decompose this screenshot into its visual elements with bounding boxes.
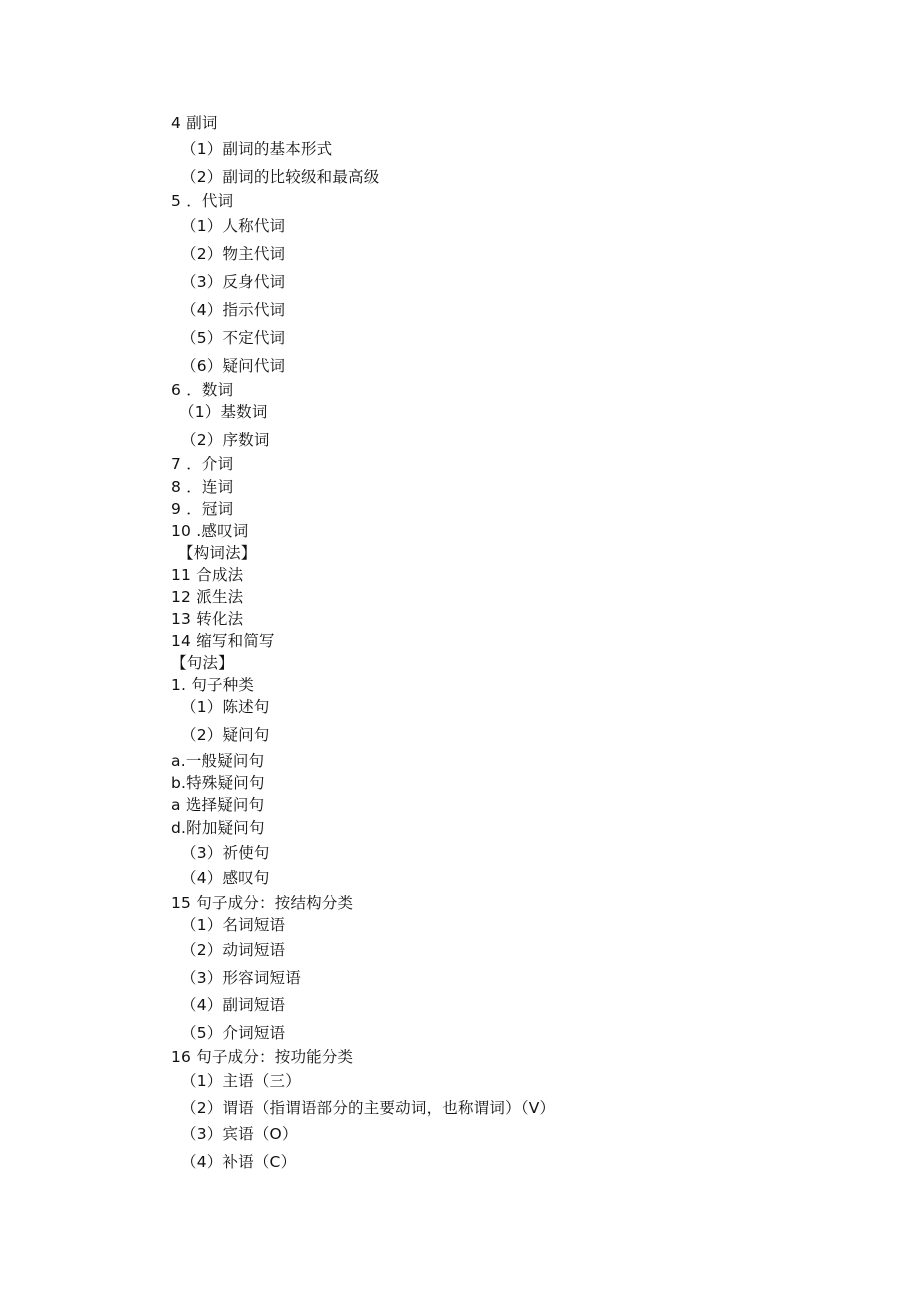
list-item: （6）疑问代词 [181, 357, 286, 375]
heading-derivation: 12 派生法 [171, 588, 244, 606]
list-item: （2）副词的比较级和最高级 [181, 168, 380, 186]
list-item: （2）动词短语 [181, 941, 286, 959]
heading-components-structure: 15 句子成分：按结构分类 [171, 894, 354, 912]
heading-adverb: 4 副词 [171, 114, 218, 132]
heading-compounding: 11 合成法 [171, 566, 244, 584]
list-item: （4）指示代词 [181, 301, 286, 319]
list-item: （3）形容词短语 [181, 969, 301, 987]
list-item: （2）疑问句 [181, 726, 270, 744]
list-item: （5）介词短语 [181, 1024, 286, 1042]
list-item: （3）宾语（O） [181, 1125, 298, 1143]
heading-interjection: 10 .感叹词 [171, 522, 249, 540]
heading-preposition: 7 ．介词 [171, 455, 234, 473]
heading-abbreviation: 14 缩写和简写 [171, 632, 275, 650]
list-item: （1）副词的基本形式 [181, 140, 333, 158]
list-item: （5）不定代词 [181, 329, 286, 347]
sub-item: a.一般疑问句 [171, 752, 265, 770]
list-item: （1）主语（三） [181, 1072, 301, 1090]
list-item: （4）感叹句 [181, 869, 270, 887]
list-item: （1）基数词 [179, 403, 268, 421]
list-item: （1）名词短语 [181, 916, 286, 934]
sub-item: d.附加疑问句 [171, 819, 265, 837]
list-item: （2）序数词 [181, 431, 270, 449]
section-word-formation: 【构词法】 [178, 544, 257, 562]
list-item: （1）陈述句 [181, 698, 270, 716]
list-item: （2）谓语（指谓语部分的主要动词，也称谓词）（V） [181, 1099, 556, 1117]
list-item: （4）补语（C） [181, 1153, 297, 1171]
heading-pronoun: 5 ．代词 [171, 192, 234, 210]
list-item: （2）物主代词 [181, 245, 286, 263]
list-item: （1）人称代词 [181, 217, 286, 235]
sub-item: a 选择疑问句 [171, 796, 265, 814]
list-item: （3）反身代词 [181, 273, 286, 291]
heading-sentence-types: 1. 句子种类 [171, 676, 255, 694]
heading-numeral: 6 ．数词 [171, 381, 234, 399]
list-item: （4）副词短语 [181, 996, 286, 1014]
heading-conjunction: 8 ．连词 [171, 478, 234, 496]
list-item: （3）祈使句 [181, 844, 270, 862]
section-syntax: 【句法】 [171, 654, 234, 672]
heading-components-function: 16 句子成分：按功能分类 [171, 1048, 354, 1066]
sub-item: b.特殊疑问句 [171, 774, 265, 792]
heading-conversion: 13 转化法 [171, 610, 244, 628]
heading-article: 9 ．冠词 [171, 500, 234, 518]
